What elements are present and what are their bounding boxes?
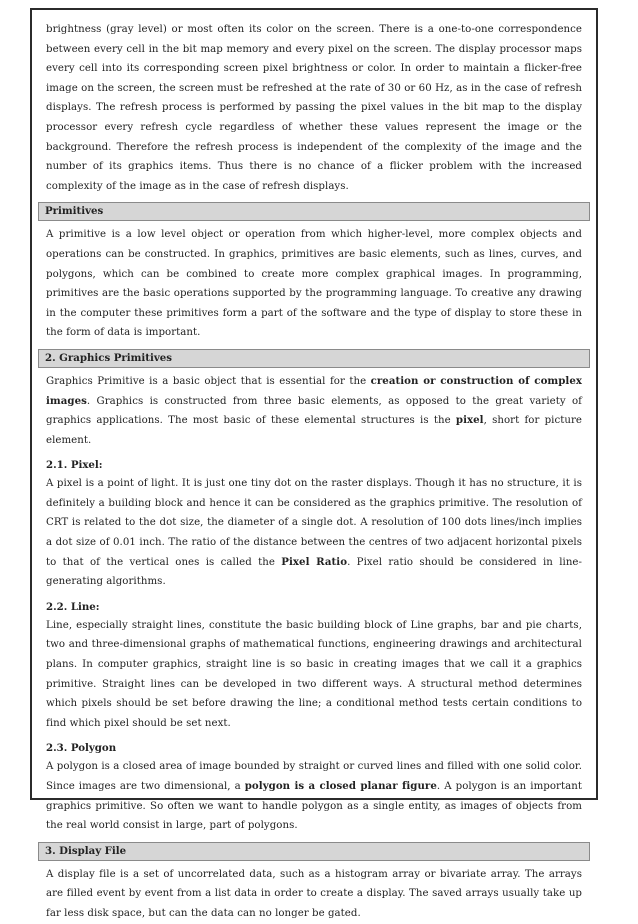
bold-text: Pixel Ratio <box>281 555 348 568</box>
line-paragraph: Line, especially straight lines, constitute the basic building block of Line graphs, bar and pie charts, two and three-dimensional graphs of mathematical functions, engineering drawings and architectural plans. In computer graphics, straight line is so basic in creating images that we call it a graphics primitive. Straight lines can be developed in two different ways. A structural method determines which pixels should be set before drawing the line; a conditional method tests certain conditions to find which pixel should be set next. <box>46 619 582 729</box>
document-body <box>46 20 582 924</box>
graphics-primitives-paragraph <box>46 372 582 450</box>
pixel-paragraph <box>46 474 582 592</box>
page-border <box>30 8 598 919</box>
text-run: . A polygon is an important graphics primitive. So often we want to handle polygon as a single entity, as images of objects from the real world consist in large, part of polygons. <box>46 781 582 832</box>
text-run: Graphics Primitive is a basic object that is essential for the <box>46 375 371 387</box>
text-run: A polygon is a closed area of image bounded by straight or curved lines and filled with one solid color. Since images are two dimensional, a <box>46 761 582 792</box>
polygon-paragraph <box>46 757 582 835</box>
intro-paragraph: brightness (gray level) or most often its color on the screen. There is a one-to-one correspondence between every cell in the bit map memory and every pixel on the screen. The display processor maps every cell into its corresponding screen pixel brightness or color. In order to maintain a flicker-free image on the screen, the screen must be refreshed at the rate of 30 or 60 Hz, as in the case of refresh displays. The refresh process is performed by passing the pixel values in the bit map to the display processor every refresh cycle regardless of whether these values represent the image or the background. Therefore the refresh process is independent of the complexity of the image and the number of its graphics items. Thus there is no chance of a flicker problem with the increased complexity of the image as in the case of refresh displays. <box>46 24 582 192</box>
graphics-primitives-heading: 2. Graphics Primitives <box>38 349 590 368</box>
display-file-heading: 3. Display File <box>38 842 590 861</box>
primitives-paragraph: A primitive is a low level object or operation from which higher-level, more complex objects and operations can be constructed. In graphics, primitives are basic elements, such as lines, curves, and polygons, which can be combined to create more complex graphical images. In programming, primitives are the basic operations supported by the programming language. To creative any drawing in the computer these primitives form a part of the software and the type of display to store these in the form of data is important. <box>46 229 582 339</box>
pixel-heading: 2.1. Pixel: <box>46 459 103 472</box>
line-heading: 2.2. Line: <box>46 600 100 613</box>
text-run: . Graphics is constructed from three basic elements, as opposed to the great variety of graphics applications. The most basic of these elemental structures is the <box>46 395 582 427</box>
display-file-paragraph: A display file is a set of uncorrelated data, such as a histogram array or bivariate array. The arrays are filled event by event from a list data in order to create a display. The saved arrays usually take up far less disk space, but can the data can no longer be gated. <box>46 868 582 919</box>
polygon-heading: 2.3. Polygon <box>46 742 117 755</box>
bold-text: pixel <box>455 414 484 427</box>
bold-text: polygon is a closed planar figure <box>244 780 437 792</box>
text-run: . Pixel ratio should be considered in line-generating algorithms. <box>46 556 582 588</box>
text-run: A pixel is a point of light. It is just one tiny dot on the raster displays. Though it has no structure, it is definitely a building block and hence it can be considered as the graphics primitive. The resolution of CRT is related to the dot size, the diameter of a single dot. A resolution of 100 dots lines/inch implies a dot size of 0.01 inch. The ratio of the distance between the centres of two adjacent horizontal pixels to that of the vertical ones is called the <box>46 478 582 568</box>
primitives-heading: Primitives <box>38 202 590 221</box>
bold-text: creation or construction of complex images <box>46 374 582 407</box>
text-run: , short for picture element. <box>46 415 582 446</box>
